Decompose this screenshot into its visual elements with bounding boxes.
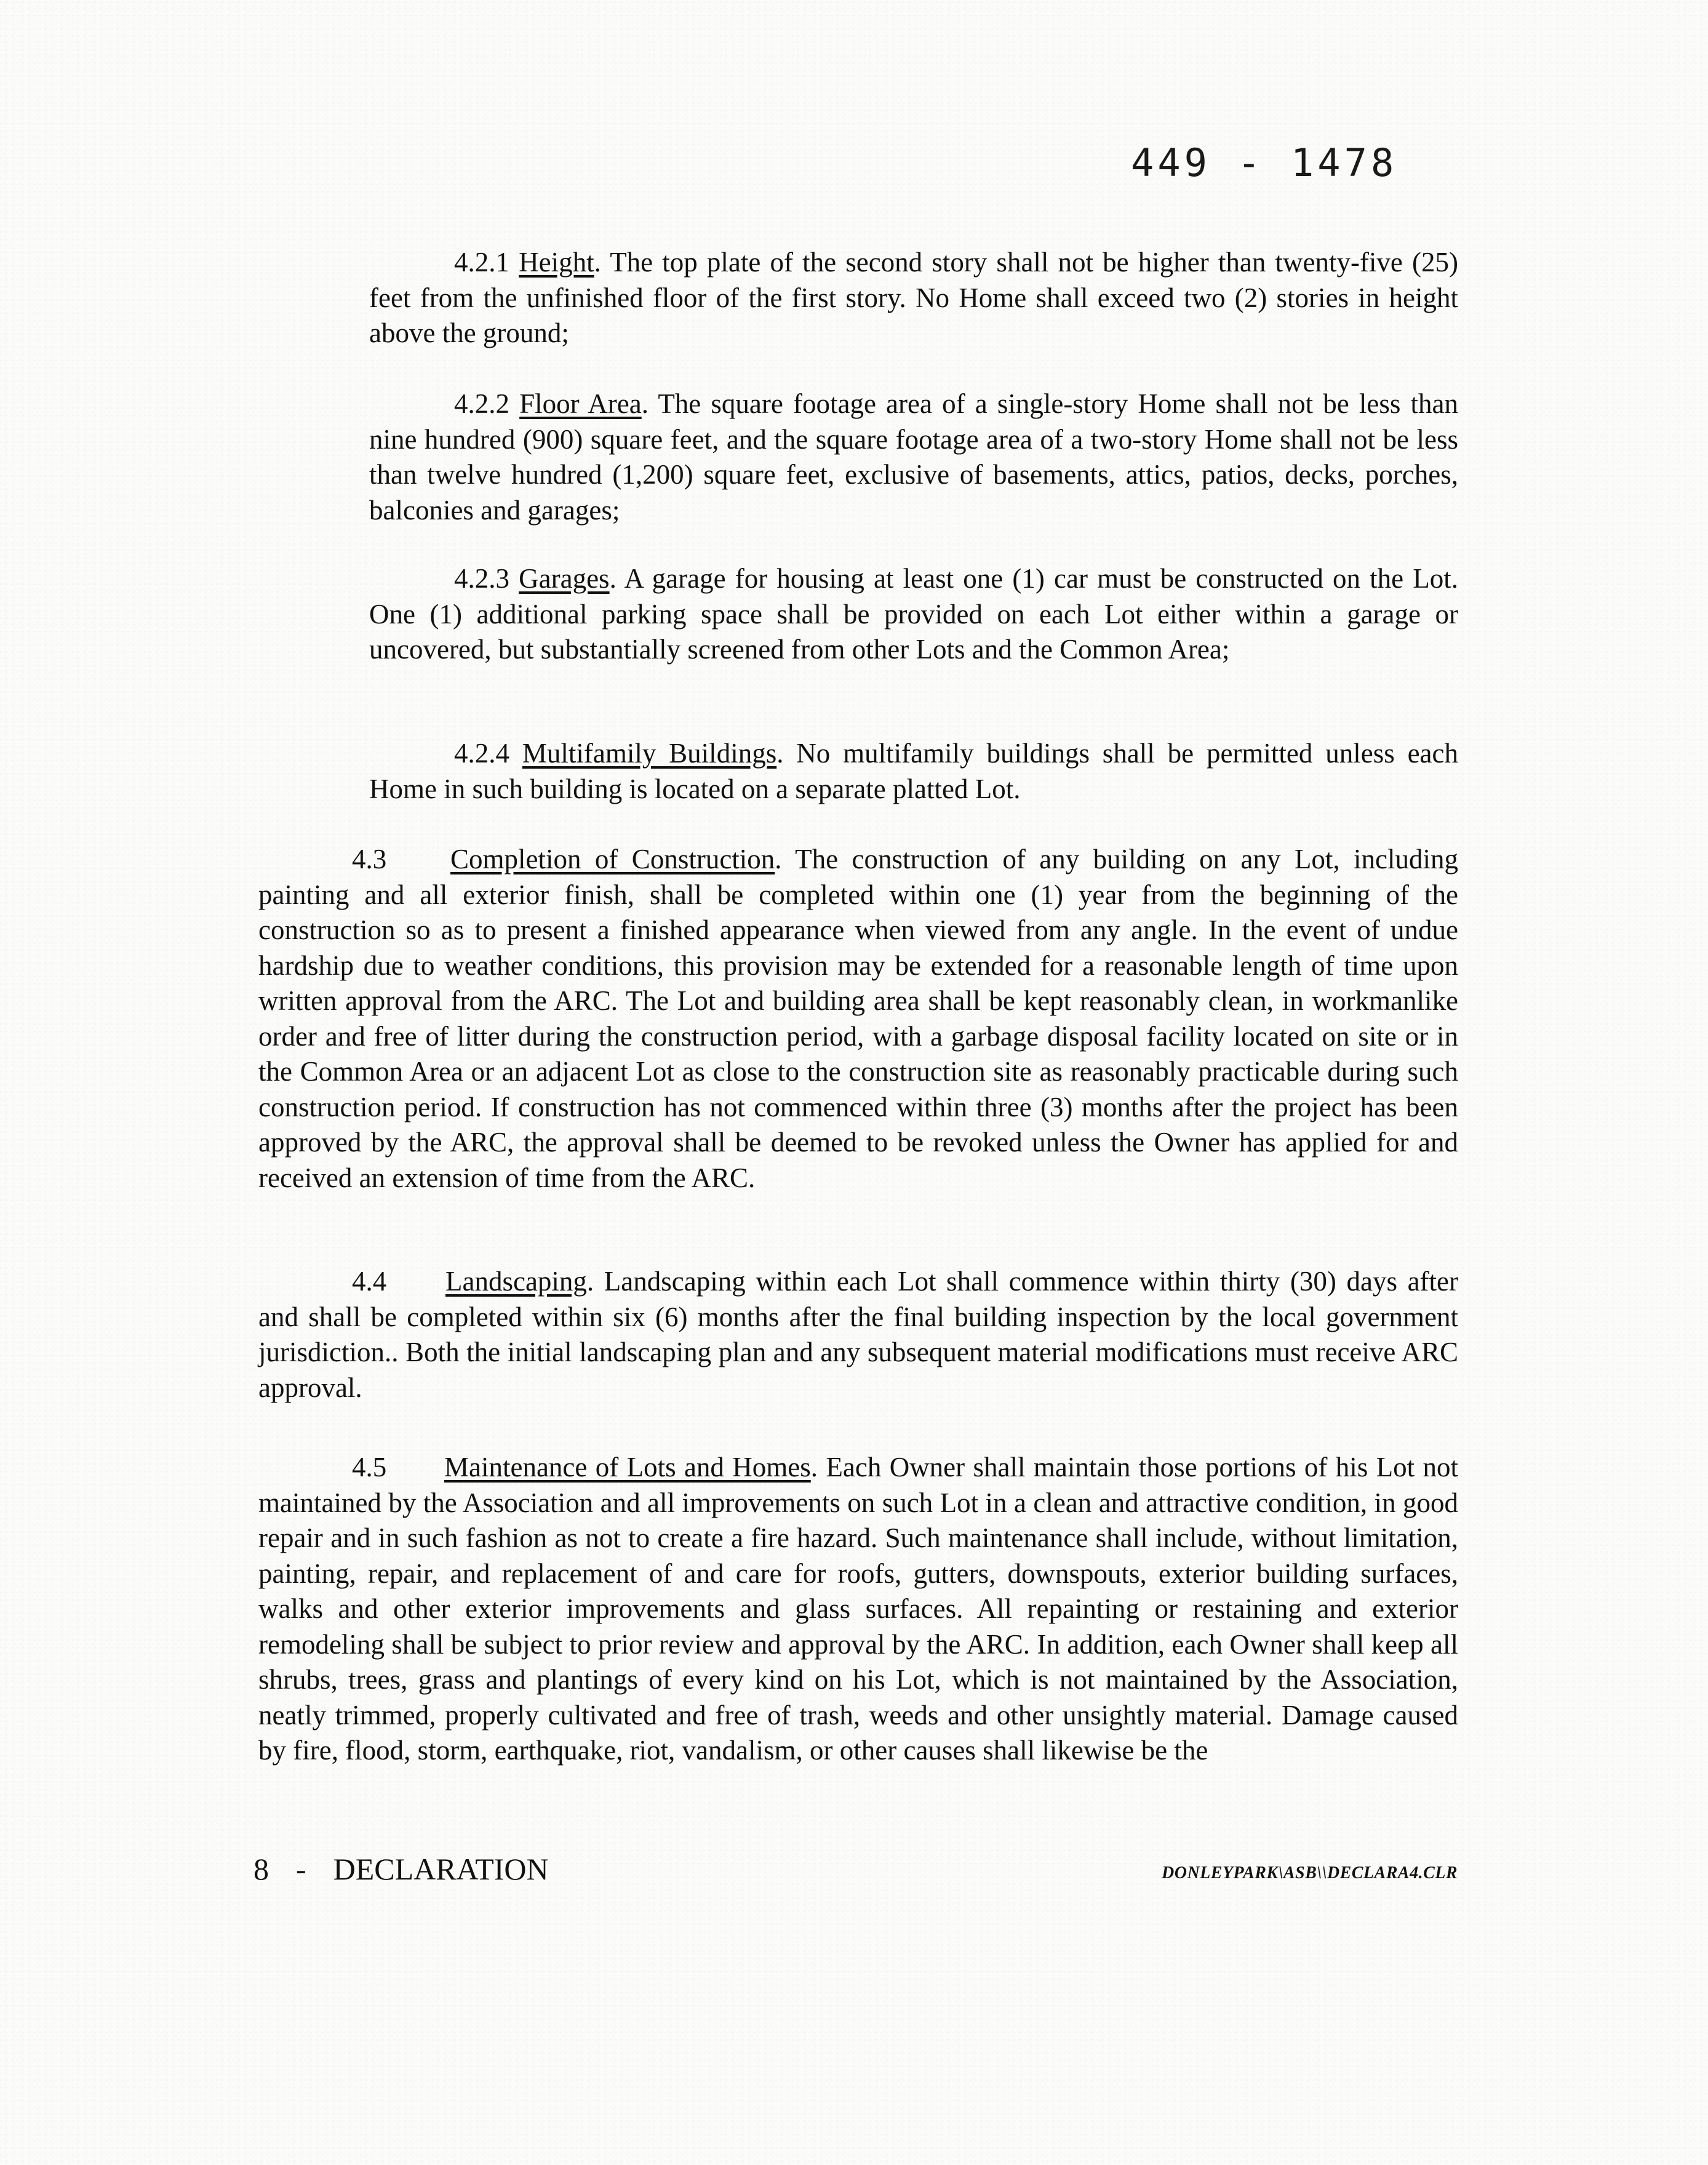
paragraph-body: . The square footage area of a single-story Home shall not be less than nine hundred (900) square feet, and the square footage area of a two-story Home shall not be less than twelve hundred (1,200) square feet, exclusive of basements, attics, patios, decks, porches, balconies and garages; [369,388,1459,526]
paragraph-4-3 [258,842,1458,1196]
paragraph-4-2-1 [369,245,1458,351]
paragraph-body: . No multifamily buildings shall be permitted unless each Home in such building is located on a separate platted Lot. [369,738,1458,804]
paragraph-number: 4.2.3 [454,563,509,594]
page-footer [253,1851,549,1887]
paragraph-number: 4.2.2 [454,388,509,419]
paragraph-heading: Height [519,247,594,278]
paragraph-heading: Landscaping [445,1266,587,1297]
paragraph-number: 4.5 [352,1452,387,1483]
paragraph-body: . Each Owner shall maintain those portions of his Lot not maintained by the Association and all improvements on such Lot in a clean and attractive condition, in good repair and in such fashion as not to create a fire hazard. Such maintenance shall include, without limitation, painting, repair, and replacement of and care for roofs, gutters, downspouts, exterior building surfaces, walks and other exterior improvements and glass surfaces. All repainting or restaining and exterior remodeling shall be subject to prior review and approval by the ARC. In addition, each Owner shall keep all shrubs, trees, grass and plantings of every kind on his Lot, which is not maintained by the Association, neatly trimmed, properly cultivated and free of trash, weeds and other unsightly material. Damage caused by fire, flood, storm, earthquake, riot, vandalism, or other causes shall likewise be the [258,1452,1458,1766]
paragraph-number: 4.2.1 [454,247,509,278]
paragraph-heading: Floor Area [519,388,642,419]
paragraph-heading: Multifamily Buildings [522,738,777,769]
paragraph-4-5 [258,1450,1458,1769]
paragraph-4-2-4 [369,736,1458,807]
paragraph-4-4 [258,1264,1458,1406]
footer-title: DECLARATION [333,1852,549,1886]
paragraph-body: . The construction of any building on any Lot, including painting and all exterior finish, shall be completed within one (1) year from the beginning of the construction so as to present a finished appearance when viewed from any angle. In the event of undue hardship due to weather conditions, this provision may be extended for a reasonable length of time upon written approval from the ARC. The Lot and building area shall be kept reasonably clean, in workmanlike order and free of litter during the construction period, with a garbage disposal facility located on site or in the Common Area or an adjacent Lot as close to the construction site as reasonably practicable during such construction period. If construction has not commenced within three (3) months after the project has been approved by the ARC, the approval shall be deemed to be revoked unless the Owner has applied for and received an extension of time from the ARC. [258,844,1458,1193]
paragraph-4-2-2 [369,386,1458,528]
paragraph-body: . Landscaping within each Lot shall commence within thirty (30) days after and shall be completed within six (6) months after the final building inspection by the local government jurisdiction.. Both the initial landscaping plan and any subsequent material modifications must receive ARC approval. [258,1266,1458,1403]
page-number: 8 [253,1852,269,1886]
paragraph-4-2-3 [369,561,1458,668]
recording-stamp: 449 - 1478 [1131,140,1398,185]
paragraph-heading: Maintenance of Lots and Homes [444,1452,811,1483]
paragraph-heading: Garages [519,563,610,594]
paragraph-number: 4.3 [352,844,387,874]
footer-separator: - [296,1852,306,1886]
paragraph-number: 4.4 [352,1266,387,1297]
paragraph-number: 4.2.4 [454,738,509,769]
paragraph-body: . The top plate of the second story shall not be higher than twenty-five (25) feet from the unfinished floor of the first story. No Home shall exceed two (2) stories in height above the ground; [369,247,1458,348]
paragraph-body: . A garage for housing at least one (1) car must be constructed on the Lot. One (1) additional parking space shall be provided on each Lot either within a garage or uncovered, but substantially screened from other Lots and the Common Area; [369,563,1458,665]
paragraph-heading: Completion of Construction [450,844,775,874]
file-path-label: DONLEYPARK\ASB\\DECLARA4.CLR [1162,1863,1458,1883]
